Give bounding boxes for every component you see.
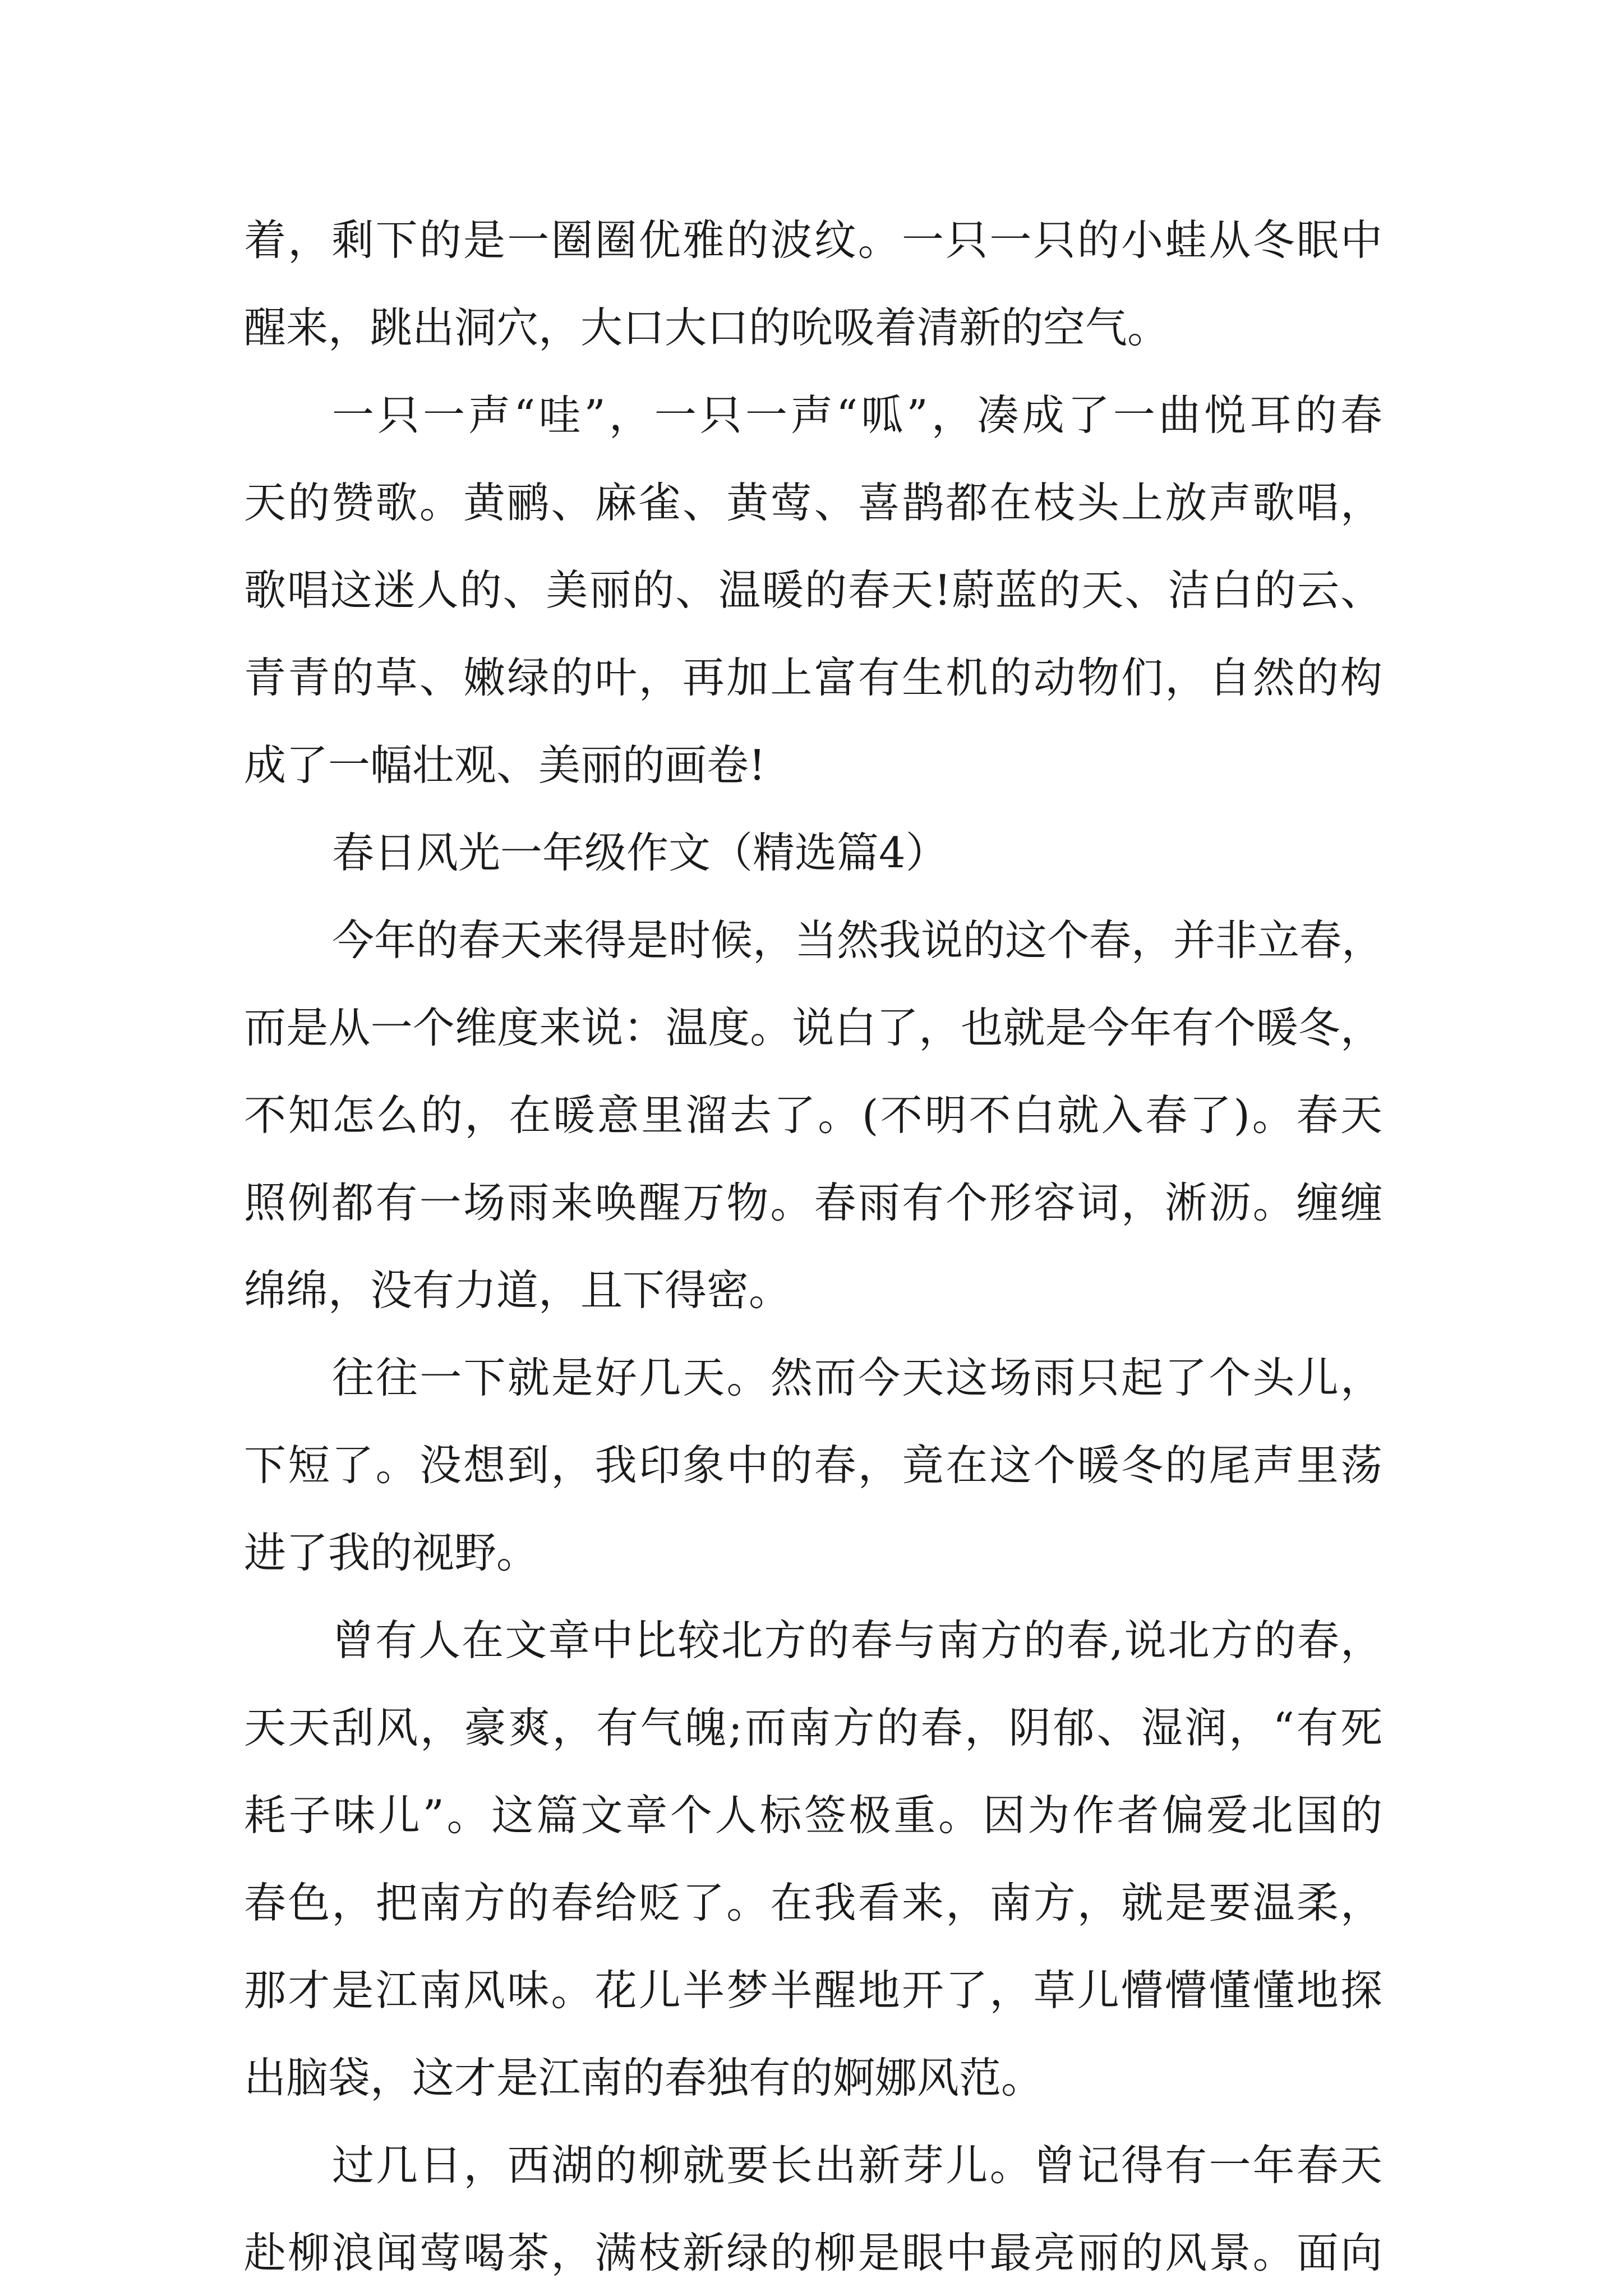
text-line: 曾有人在文章中比较北方的春与南方的春,说北方的春， bbox=[332, 1616, 1382, 1665]
text-line: 照例都有一场雨来唤醒万物。春雨有个形容词，淅沥。缠缠 bbox=[244, 1178, 1382, 1227]
text-line: 青青的草、嫩绿的叶，再加上富有生机的动物们，自然的构 bbox=[244, 653, 1382, 702]
text-line: 耗子味儿”。这篇文章个人标签极重。因为作者偏爱北国的 bbox=[244, 1791, 1382, 1840]
section-heading: 春日风光一年级作文（精选篇4） bbox=[332, 828, 948, 877]
text-line: 一只一声“哇”，一只一声“呱”，凑成了一曲悦耳的春 bbox=[332, 390, 1382, 440]
text-line: 成了一幅壮观、美丽的画卷! bbox=[244, 740, 766, 790]
text-line: 着，剩下的是一圈圈优雅的波纹。一只一只的小蛙从冬眠中 bbox=[244, 215, 1382, 265]
text-line: 绵绵，没有力道，且下得密。 bbox=[244, 1266, 791, 1315]
text-line: 春色，把南方的春给贬了。在我看来，南方，就是要温柔， bbox=[244, 1878, 1382, 1927]
text-line: 进了我的视野。 bbox=[244, 1528, 539, 1577]
text-line: 赴柳浪闻莺喝茶，满枝新绿的柳是眼中最亮丽的风景。面向 bbox=[244, 2228, 1382, 2277]
text-line: 天天刮风，豪爽，有气魄;而南方的春，阴郁、湿润，“有死 bbox=[244, 1703, 1382, 1752]
text-line: 那才是江南风味。花儿半梦半醒地开了，草儿懵懵懂懂地探 bbox=[244, 1966, 1382, 2015]
text-line: 过几日，西湖的柳就要长出新芽儿。曾记得有一年春天 bbox=[332, 2141, 1382, 2190]
text-line: 往往一下就是好几天。然而今天这场雨只起了个头儿， bbox=[332, 1353, 1382, 1402]
text-line: 下短了。没想到，我印象中的春，竟在这个暖冬的尾声里荡 bbox=[244, 1441, 1382, 1490]
text-line: 不知怎么的，在暖意里溜去了。(不明不白就入春了)。春天 bbox=[244, 1091, 1382, 1140]
text-line: 今年的春天来得是时候，当然我说的这个春，并非立春， bbox=[332, 915, 1384, 965]
text-line: 而是从一个维度来说：温度。说白了，也就是今年有个暖冬， bbox=[244, 1003, 1382, 1052]
text-line: 天的赞歌。黄鹂、麻雀、黄莺、喜鹊都在枝头上放声歌唱， bbox=[244, 478, 1382, 527]
text-line: 醒来，跳出洞穴，大口大口的吮吸着清新的空气。 bbox=[244, 303, 1170, 352]
text-line: 出脑袋，这才是江南的春独有的婀娜风范。 bbox=[244, 2053, 1044, 2102]
text-line: 歌唱这迷人的、美丽的、温暖的春天!蔚蓝的天、洁白的云、 bbox=[244, 565, 1382, 615]
